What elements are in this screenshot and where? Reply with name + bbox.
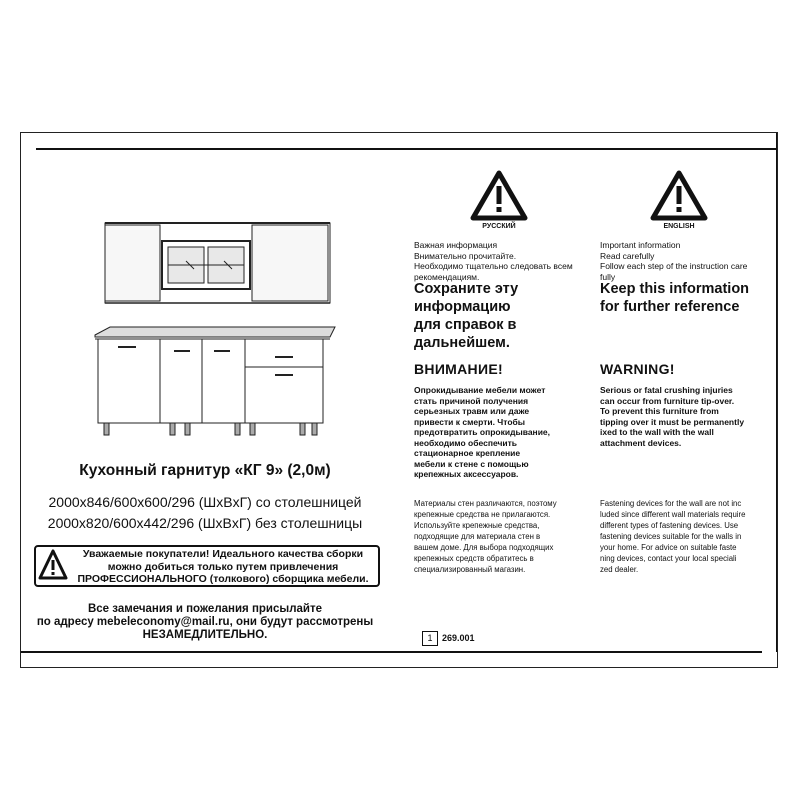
assembly-notice-text — [70, 548, 376, 586]
product-title: Кухонный гарнитур «КГ 9» (2,0м) — [79, 462, 331, 479]
text-line: Follow each step of the instruction care — [600, 261, 748, 271]
text-line: Используйте крепежные средства, — [414, 521, 540, 530]
text-line: ixed to the wall with the wall — [600, 427, 714, 437]
text-line: Внимательно прочитайте. — [414, 250, 517, 261]
text-line: серьезных травм или даже — [414, 406, 530, 416]
text-line: для справок в — [414, 317, 517, 333]
text-line: Важная информация — [414, 240, 498, 250]
text-line: zed dealer. — [600, 565, 639, 574]
text-line: Keep this information — [600, 281, 750, 297]
lang-label-english: ENGLISH — [663, 223, 695, 230]
dimensions-with-countertop: 2000x846/600x600/296 (ШxВxГ) со столешницей — [48, 494, 362, 510]
en-warning-title: WARNING! — [600, 361, 675, 377]
text-line: предотвратить опрокидывание, — [414, 427, 551, 437]
notice-line: можно добиться только путем привлечения — [107, 560, 339, 573]
ru-fastening-text — [414, 498, 594, 575]
text-line: информацию — [414, 299, 511, 315]
text-line: Read carefully — [600, 250, 655, 261]
text-line: Fastening devices for the wall are not inc — [600, 499, 742, 508]
warning-triangle-icon — [650, 170, 708, 222]
lang-label-russian: РУССКИЙ — [482, 223, 516, 230]
en-keep-info — [600, 280, 775, 316]
contact-line: Все замечания и пожелания присылайте — [87, 603, 323, 615]
text-line: дальнейшем. — [414, 335, 510, 351]
text-line: специализированный магазин. — [414, 565, 526, 574]
text-line: рекомендациям. — [414, 271, 480, 282]
text-line: крепежных аксессуаров. — [414, 469, 519, 479]
text-line: привести к смерти. Чтобы — [414, 416, 526, 427]
text-line: вашем доме. Для выбора подходящих — [414, 543, 554, 552]
text-line: attachment devices. — [600, 437, 682, 448]
text-line: Сохраните эту — [414, 281, 519, 297]
dimensions-without-countertop: 2000x820/600x442/296 (ШxВxГ) без столешницы — [47, 515, 363, 531]
text-line: подходящие для материала стен в — [414, 532, 541, 541]
text-line: fastening devices suitable for the walls in — [600, 532, 742, 541]
notice-line: ПРОФЕССИОНАЛЬНОГО (толкового) сборщика мебели. — [77, 573, 369, 585]
text-line: Serious or fatal crushing injuries — [600, 385, 733, 395]
text-line: luded since different wall materials require — [600, 510, 746, 519]
ru-warning-title: ВНИМАНИЕ! — [414, 361, 503, 377]
ru-warning-text — [414, 385, 594, 480]
notice-line: Уважаемые покупатели! Идеального качества сборки — [82, 548, 364, 560]
text-line: your home. For advice on suitable faste — [600, 543, 737, 552]
text-line: крепежных средств обратитесь в — [414, 554, 534, 563]
contact-line: по адресу mebeleconomy@mail.ru, они будут рассмотрены — [36, 616, 374, 628]
text-line: different types of fastening devices. Use — [600, 521, 739, 530]
contact-note — [0, 603, 410, 642]
text-line: ning devices, contact your local speciali — [600, 554, 737, 563]
page-number-box: 1 — [422, 631, 438, 646]
en-fastening-text — [600, 498, 775, 575]
text-line: for further reference — [600, 299, 740, 315]
ru-important-info — [414, 240, 589, 282]
text-line: can occur from furniture tip-over. — [600, 395, 735, 406]
en-important-info — [600, 240, 770, 282]
ru-keep-info — [414, 280, 589, 352]
text-line: Important information — [600, 240, 681, 250]
text-line: Опрокидывание мебели может — [414, 385, 546, 395]
contact-line: НЕЗАМЕДЛИТЕЛЬНО. — [142, 629, 268, 641]
en-warning-text — [600, 385, 775, 448]
text-line: необходимо обеспечить — [414, 437, 518, 448]
text-line: стать причиной получения — [414, 395, 529, 406]
text-line: Материалы стен различаются, поэтому — [414, 499, 557, 508]
text-line: стационарное крепление — [414, 448, 521, 458]
warning-triangle-icon — [38, 549, 68, 581]
text-line: tipping over it must be permanently — [600, 416, 745, 427]
text-line: fully — [600, 271, 616, 282]
kitchen-set-drawing — [90, 215, 340, 445]
text-line: крепежные средства не прилагаются. — [414, 510, 551, 519]
warning-triangle-icon — [470, 170, 528, 222]
text-line: Необходимо тщательно следовать всем — [414, 261, 573, 271]
text-line: мебели к стене с помощью — [414, 458, 529, 469]
text-line: To prevent this furniture from — [600, 406, 719, 416]
document-code: 269.001 — [442, 633, 475, 643]
